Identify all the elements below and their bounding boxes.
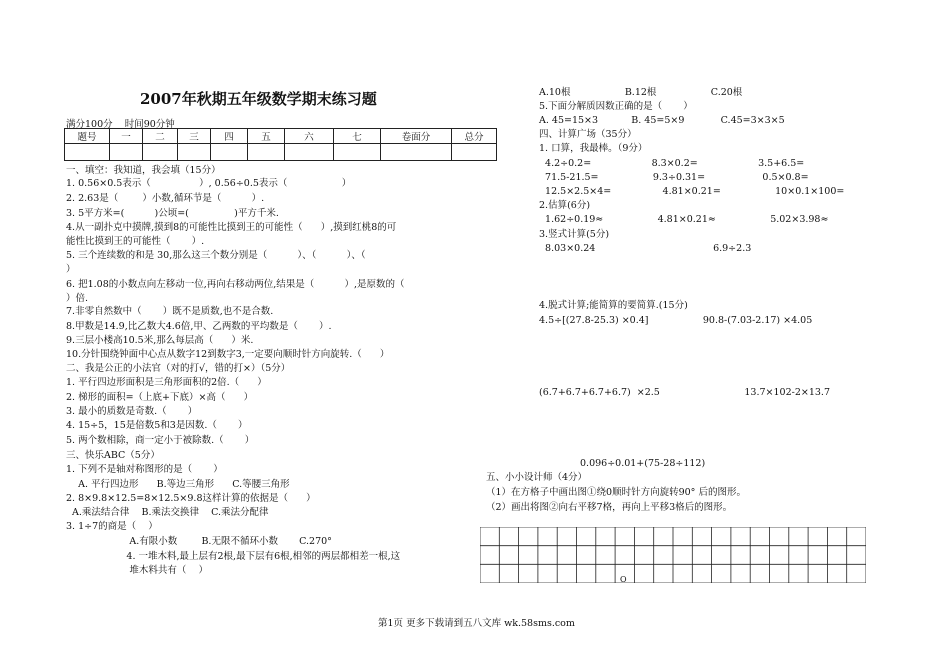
score-header-cell: 四 — [211, 129, 248, 144]
question-line: 能性比摸到王的可能性（ ）. — [66, 236, 205, 247]
score-header-cell: 一 — [110, 129, 143, 144]
question-line: 5. 两个数相除，商一定小于被除数.（ ） — [66, 435, 255, 446]
question-line: 1. 平行四边形面积是三角形面积的2倍.（ ） — [66, 377, 267, 388]
question-line: 3. 1÷7的商是（ ） — [66, 521, 158, 532]
calc-line: 8.03×0.24 6.9÷2.3 — [539, 243, 752, 254]
score-blank-cell[interactable] — [143, 144, 178, 161]
choice-line: A.有限小数 B.无限不循环小数 C.270° — [66, 536, 332, 547]
score-table-header-row — [65, 129, 497, 144]
score-header-cell: 七 — [334, 129, 381, 144]
design-instruction: （1）在方格子中画出图①绕0顺时针方向旋转90° 后的图形。 — [486, 487, 746, 498]
score-header-cell: 六 — [285, 129, 334, 144]
calc-line: 4.5÷[(27.8-25.3) ×0.4] 90.8-(7.03-2.17) ×4.05 — [539, 315, 813, 326]
score-header-cell: 三 — [178, 129, 211, 144]
choice-line: A. 45=15×3 B. 45=5×9 C.45=3×3×5 — [539, 115, 785, 126]
score-blank-cell[interactable] — [285, 144, 334, 161]
question-line: 5.下面分解质因数正确的是（ ） — [539, 101, 693, 112]
score-header-cell: 卷面分 — [381, 129, 452, 144]
section-5-heading: 五、小小设计师（4分） — [486, 472, 588, 483]
score-blank-cell[interactable] — [452, 144, 497, 161]
calc-line: 1.62÷0.19≈ 4.81×0.21≈ 5.02×3.98≈ — [539, 214, 829, 225]
score-header-cell: 题号 — [65, 129, 110, 144]
subsection-heading: 4.脱式计算;能简算的要简算.(15分) — [539, 300, 688, 311]
score-header-cell: 总分 — [452, 129, 497, 144]
question-line: 5. 三个连续数的和是 30,那么这三个数分别是（ ）、（ ）、（ — [66, 250, 366, 261]
question-line: ） — [66, 264, 76, 275]
score-table-blank-row — [65, 144, 497, 161]
question-line: 4. 一堆木料,最上层有2根,最下层有6根,相邻的两层都相差一根,这 — [66, 551, 401, 562]
calc-line: 12.5×2.5×4= 4.81×0.21= 10×0.1×100= — [539, 186, 845, 197]
question-line: 4. 15÷5，15是倍数5和3是因数.（ ） — [66, 420, 248, 431]
score-header-cell: 二 — [143, 129, 178, 144]
choice-line: A.10根 B.12根 C.20根 — [539, 87, 743, 98]
question-line: 10.分针围绕钟面中心点从数字12到数字3,一定要向顺时针方向旋转.（ ） — [66, 349, 390, 360]
drawing-grid[interactable] — [480, 527, 866, 583]
score-blank-cell[interactable] — [211, 144, 248, 161]
exam-meta: 满分100分 时间90分钟 — [66, 119, 175, 130]
question-line: 3. 5平方米=( )公顷=( )平方千米. — [66, 208, 279, 219]
choice-line: A.乘法结合律 B.乘法交换律 C.乘法分配律 — [66, 507, 269, 518]
rotation-center-label: O — [620, 575, 627, 584]
page-footer: 第1页 更多下载请到五八文库 wk.58sms.com — [378, 618, 575, 629]
score-blank-cell[interactable] — [178, 144, 211, 161]
question-line: 7.非零自然数中（ ）既不是质数,也不是合数. — [66, 306, 274, 317]
question-line: ）倍. — [66, 293, 89, 304]
question-line: 3. 最小的质数是奇数.（ ） — [66, 406, 198, 417]
section-3-heading: 三、快乐ABC（5分） — [66, 450, 160, 461]
choice-line: A. 平行四边形 B.等边三角形 C.等腰三角形 — [66, 479, 290, 490]
score-blank-cell[interactable] — [65, 144, 110, 161]
page-title: 2007年秋期五年级数学期末练习题 — [140, 90, 377, 108]
question-line: 2. 2.63是（ ）小数,循环节是（ ）. — [66, 193, 265, 204]
question-line: 4.从一副扑克中摸牌,摸到8的可能性比摸到王的可能性（ ）,摸到红桃8的可 — [66, 222, 397, 233]
design-instruction: （2）画出将图②向右平移7格，再向上平移3格后的图形。 — [486, 502, 733, 513]
calc-line: 4.2÷0.2= 8.3×0.2= 3.5+6.5= — [539, 158, 805, 169]
score-header-cell: 五 — [248, 129, 285, 144]
score-blank-cell[interactable] — [381, 144, 452, 161]
subsection-heading: 1. 口算，我最棒。（9分） — [539, 143, 648, 154]
subsection-heading: 2.估算(6分) — [539, 200, 591, 211]
score-table — [64, 128, 497, 161]
calc-line: 0.096÷0.01+(75-28÷112) — [580, 458, 706, 469]
question-line: 1. 下列不是轴对称图形的是（ ） — [66, 464, 223, 475]
section-2-heading: 二、我是公正的小法官（对的打√，错的打×）（5分） — [66, 363, 291, 374]
calc-line: (6.7+6.7+6.7+6.7) ×2.5 13.7×102-2×13.7 — [539, 387, 830, 398]
score-blank-cell[interactable] — [248, 144, 285, 161]
question-line: 堆木料共有（ ） — [66, 565, 208, 576]
section-4-heading: 四、计算广场（35分） — [539, 129, 637, 140]
question-line: 8.甲数是14.9,比乙数大4.6倍,甲、乙两数的平均数是（ ）. — [66, 321, 332, 332]
calc-line: 71.5-21.5= 9.3÷0.31= 0.5×0.8= — [539, 172, 809, 183]
score-blank-cell[interactable] — [110, 144, 143, 161]
section-1-heading: 一、填空：我知道，我会填（15分） — [66, 165, 221, 176]
question-line: 6. 把1.08的小数点向左移动一位,再向右移动两位,结果是（ ）,是原数的（ — [66, 279, 405, 290]
question-line: 2. 梯形的面积=（上底+下底）×高（ ） — [66, 392, 254, 403]
subsection-heading: 3.竖式计算(5分) — [539, 229, 610, 240]
question-line: 9.三层小楼高10.5米,那么每层高（ ）米. — [66, 335, 254, 346]
question-line: 1. 0.56×0.5表示（ ）, 0.56÷0.5表示（ ） — [66, 178, 352, 189]
question-line: 2. 8×9.8×12.5=8×12.5×9.8这样计算的依据是（ ） — [66, 493, 316, 504]
score-blank-cell[interactable] — [334, 144, 381, 161]
